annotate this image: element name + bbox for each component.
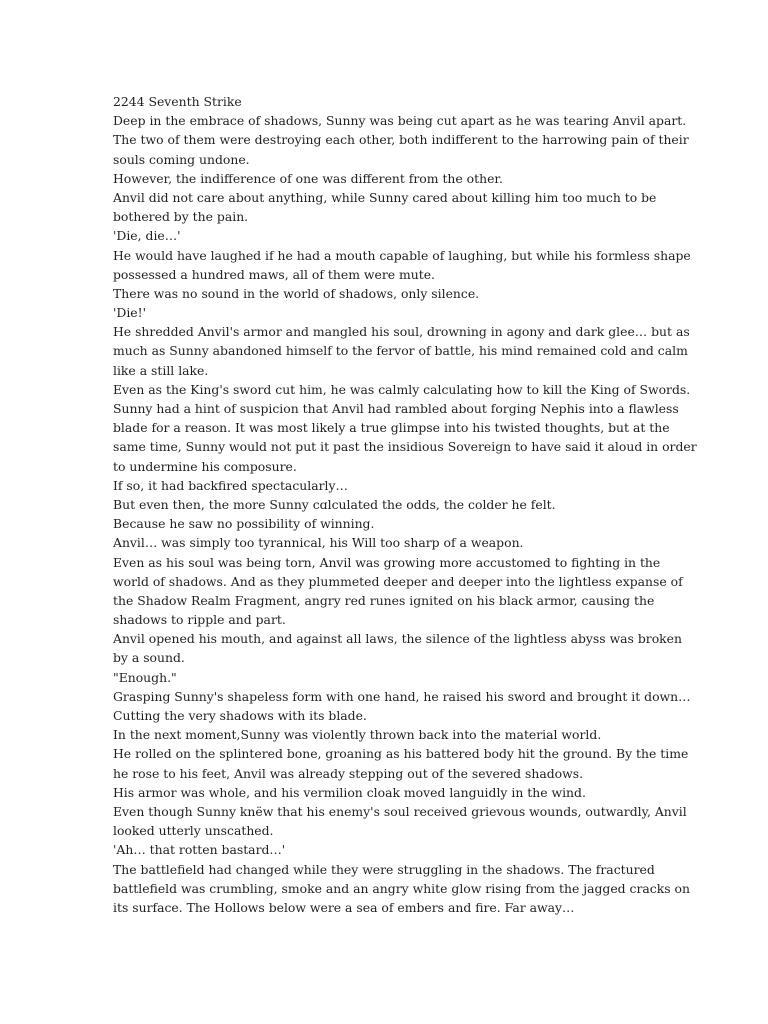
text-line: Anvil… was simply too tyrannical, his Will too sharp of a weapon. xyxy=(113,535,524,551)
text-line: he rose to his feet, Anvil was already stepping out of the severed shadows. xyxy=(113,765,584,781)
text-line: souls coming undone. xyxy=(113,151,250,167)
text-line: Sunny had a hint of suspicion that Anvil had rambled about forging Nephis into a flawless xyxy=(113,401,679,416)
text-line: The two of them were destroying each other, both indifferent to the harrowing pain of their xyxy=(113,132,689,148)
text-line: world of shadows. And as they plummeted deeper and deeper into the lightless expanse of xyxy=(113,573,683,589)
text-line: He rolled on the splintered bone, groaning as his battered body hit the ground. By the time xyxy=(113,746,689,762)
text-line: looked utterly unscathed. xyxy=(113,823,274,839)
text-line: But even then, the more Sunny cɑlculated the odds, the colder he felt. xyxy=(113,496,556,512)
text-line: 'Die, die…' xyxy=(113,228,181,244)
text-line: He shredded Anvil's armor and mangled his soul, drowning in agony and dark glee… but as xyxy=(113,324,690,340)
text-line: However, the indifference of one was different from the other. xyxy=(113,170,503,186)
text-line: like a still lake. xyxy=(113,362,209,378)
text-line: blade for a reason. It was most likely a true glimpse into his twisted thoughts, but at the xyxy=(113,420,670,436)
text-line: bothered by the pain. xyxy=(113,209,249,225)
text-line: 'Ah… that rotten bastard…' xyxy=(113,842,286,858)
text-line: Even though Sunny knёw that his enemy's soul received grievous wounds, outwardly, Anvil xyxy=(113,803,687,819)
text-line: same time, Sunny would not put it past the insidious Sovereign to have said it aloud in order xyxy=(113,439,697,455)
text-line: battlefield was crumbling, smoke and an angry white glow rising from the jagged cracks on xyxy=(113,880,690,896)
text-line: In the next moment,Sunny was violently thrown back into the material world. xyxy=(113,727,602,743)
text-line: much as Sunny abandoned himself to the fervor of battle, his mind remained cold and calm xyxy=(113,343,688,359)
text-line: His armor was whole, and his vermilion cloak moved languidly in the wind. xyxy=(113,784,586,800)
text-line: by a sound. xyxy=(113,650,185,666)
text-line: Anvil opened his mouth, and against all laws, the silence of the lightless abyss was broken xyxy=(113,631,682,647)
text-line: possessed a hundred maws, all of them were mute. xyxy=(113,266,435,282)
text-line: Deep in the embrace of shadows, Sunny was being cut apart as he was tearing Anvil apart. xyxy=(113,113,687,129)
document-body xyxy=(113,92,697,917)
text-line: Cutting the very shadows with its blade. xyxy=(113,708,367,723)
text-line: The battlefield had changed while they were struggling in the shadows. The fractured xyxy=(113,861,655,877)
chapter-title: 2244 Seventh Strike xyxy=(113,94,242,109)
text-line: Because he saw no possibility of winning. xyxy=(113,516,375,532)
text-line: its surface. The Hollows below were a sea of embers and fire. Far away… xyxy=(113,899,575,915)
text-line: Even as his soul was being torn, Anvil was growing more accustomed to fighting in the xyxy=(113,554,661,570)
text-line: the Shadow Realm Fragment, angry red runes ignited on his black armor, causing the xyxy=(113,592,655,608)
text-line: If so, it had backfired spectacularly… xyxy=(113,477,348,493)
text-line: There was no sound in the world of shadows, only silence. xyxy=(113,285,480,301)
text-line: 'Die!' xyxy=(113,305,147,321)
text-line: to undermine his composure. xyxy=(113,458,297,474)
text-line: shadows to ripple and part. xyxy=(113,612,286,628)
text-line: Grasping Sunny's shapeless form with one hand, he raised his sword and brought it down… xyxy=(113,688,691,704)
text-line: Anvil did not care about anything, while Sunny cared about killing him too much to be xyxy=(113,189,657,205)
text-line: He would have laughed if he had a mouth capable of laughing, but while his formless shape xyxy=(113,247,691,263)
text-line: "Enough." xyxy=(113,669,177,685)
text-line: Even as the King's sword cut him, he was calmly calculating how to kill the King of Swords. xyxy=(113,381,691,397)
